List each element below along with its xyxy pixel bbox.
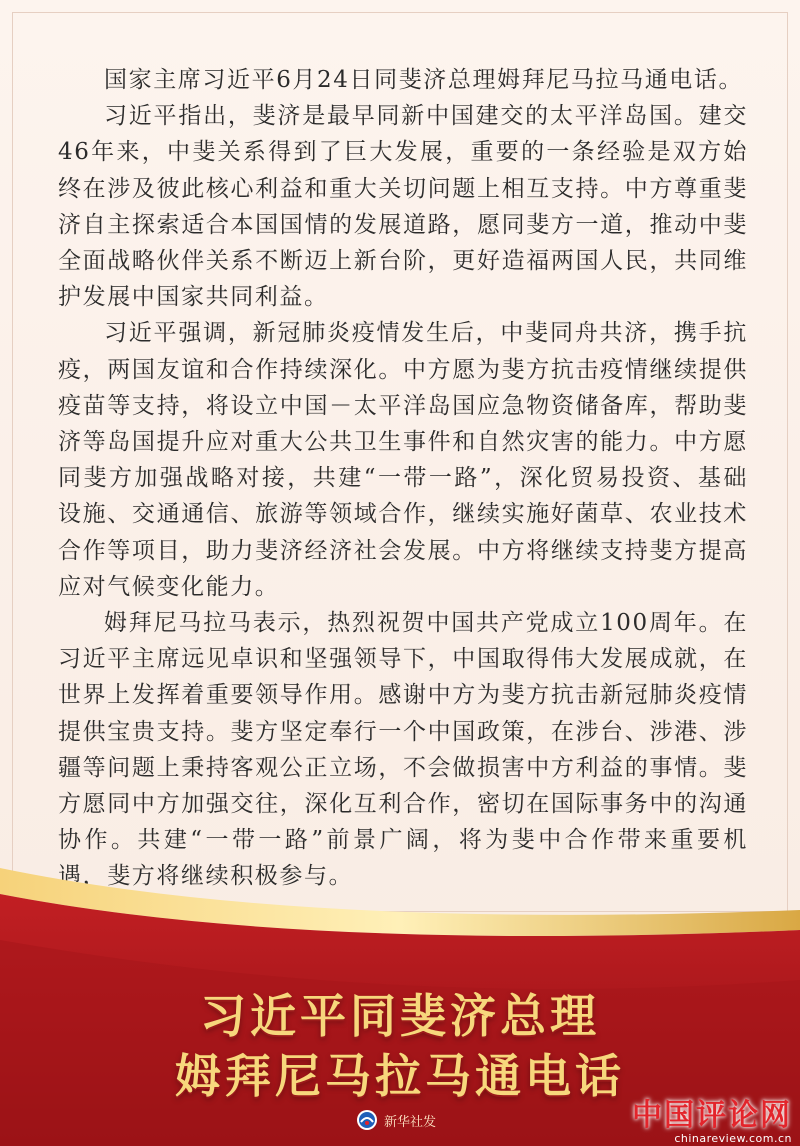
banner-title-line1: 习近平同斐济总理: [200, 989, 600, 1043]
xinhua-logo-icon: [356, 1109, 378, 1131]
banner-title-line2: 姆拜尼马拉马通电话: [175, 1049, 625, 1103]
paragraph-1: 国家主席习近平6月24日同斐济总理姆拜尼马拉马通电话。: [104, 67, 744, 93]
agency-label: 新华社发: [384, 1114, 437, 1130]
paragraph-3: 习近平强调，新冠肺炎疫情发生后，中斐同舟共济，携手抗疫，两国友谊和合作持续深化。中方愿为斐方抗击疫情继续提供疫苗等支持，将设立中国－太平洋岛国应急物资储备库，帮助斐济等岛国提升应对重大公共卫生事件和自然灾害的能力。中方愿同斐方加强战略对接，共建“一带一路”，深化贸易投资、基础设施、交通通信、旅游等领域合作，继续实施好菌草、农业技术合作等项目，助力斐济经济社会发展。中方将继续支持斐方提高应对气候变化能力。: [58, 320, 748, 600]
site-watermark: [632, 1090, 792, 1145]
paragraph-4: 姆拜尼马拉马表示，热烈祝贺中国共产党成立100周年。在习近平主席远见卓识和坚强领导下，中国取得伟大发展成就，在世界上发挥着重要领导作用。感谢中方为斐方抗击新冠肺炎疫情提供宝贵支持。斐方坚定奉行一个中国政策，在涉台、涉港、涉疆等问题上秉持客观公正立场，不会做损害中方利益的事情。斐方愿同中方加强交往，深化互利合作，密切在国际事务中的沟通协作。共建“一带一路”前景广阔，将为斐中合作带来重要机遇，斐方将继续积极参与。: [58, 610, 748, 890]
watermark-url: chinareview.com.cn: [674, 1132, 792, 1145]
article-body: [58, 62, 748, 895]
paragraph-2: 习近平指出，斐济是最早同新中国建交的太平洋岛国。建交46年来，中斐关系得到了巨大发展，重要的一条经验是双方始终在涉及彼此核心利益和重大关切问题上相互支持。中方尊重斐济自主探索适合本国国情的发展道路，愿同斐方一道，推动中斐全面战略伙伴关系不断迈上新台阶，更好造福两国人民，共同维护发展中国家共同利益。: [58, 103, 748, 311]
agency-credit: [356, 1108, 436, 1132]
watermark-site-name: 中国评论网: [632, 1098, 792, 1133]
